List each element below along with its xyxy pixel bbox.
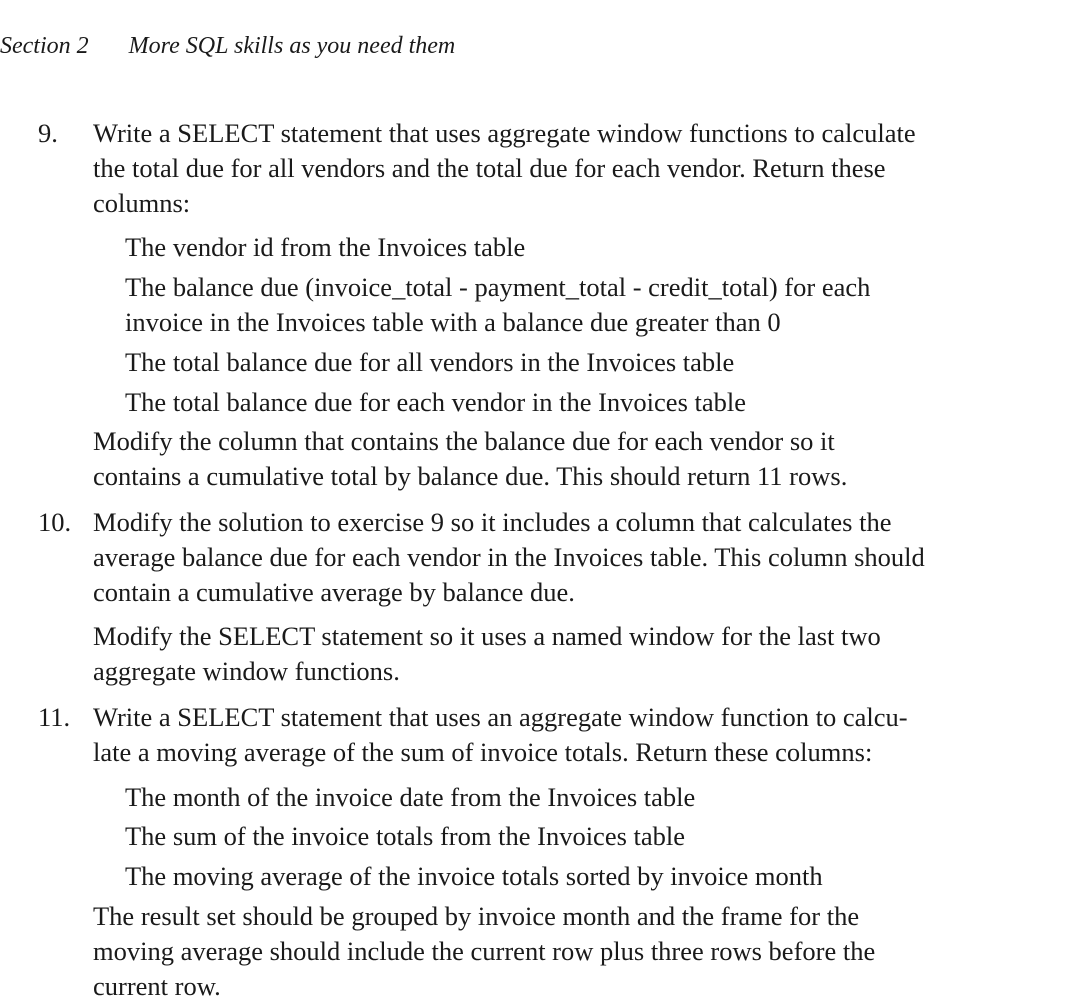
exercise-11-column-3 (125, 859, 823, 894)
chapter-title: More SQL skills as you need them (128, 33, 456, 59)
exercise-9-number: 9. (38, 118, 58, 148)
exercise-9-column-1 (125, 230, 525, 265)
text-line: Modify the solution to exercise 9 so it includes a column that calculates the (93, 507, 892, 537)
exercise-11-intro (93, 700, 908, 770)
running-header (0, 30, 455, 62)
text-line: The vendor id from the Invoices table (125, 232, 526, 262)
text-line: The balance due (invoice_total - payment_total - credit_total) for each (125, 272, 871, 302)
exercise-11-note (93, 899, 875, 1004)
text-line: Modify the column that contains the balance due for each vendor so it (93, 426, 835, 456)
text-line: moving average should include the current row plus three rows before the (93, 936, 876, 966)
text-line: The total balance due for all vendors in the Invoices table (125, 347, 735, 377)
text-line: late a moving average of the sum of invoice totals. Return these columns: (93, 737, 873, 767)
exercise-9-column-3 (125, 345, 734, 380)
text-line: The result set should be grouped by invoice month and the frame for the (93, 901, 860, 931)
text-line: aggregate window functions. (93, 656, 400, 686)
exercise-10-number: 10. (38, 507, 72, 537)
text-line: average balance due for each vendor in the Invoices table. This column should (93, 542, 925, 572)
text-line: contains a cumulative total by balance due. This should return 11 rows. (93, 461, 848, 491)
exercise-9-intro (93, 116, 916, 221)
text-line: The total balance due for each vendor in the Invoices table (125, 387, 747, 417)
exercise-11-number: 11. (38, 702, 71, 732)
text-line: the total due for all vendors and the total due for each vendor. Return these (93, 153, 886, 183)
exercise-10-intro (93, 505, 925, 610)
text-line: The month of the invoice date from the Invoices table (125, 782, 696, 812)
exercise-9-column-2 (125, 270, 870, 340)
exercise-9-note (93, 424, 847, 494)
text-line: The sum of the invoice totals from the Invoices table (125, 821, 686, 851)
exercise-9-column-4 (125, 385, 746, 420)
text-line: Modify the SELECT statement so it uses a named window for the last two (93, 621, 881, 651)
exercise-11-column-2 (125, 819, 685, 854)
section-label: Section 2 (0, 33, 89, 59)
text-line: Write a SELECT statement that uses aggregate window functions to calculate (93, 118, 916, 148)
text-line: columns: (93, 188, 191, 218)
text-line: current row. (93, 971, 221, 1001)
exercise-11-column-1 (125, 780, 695, 815)
text-line: contain a cumulative average by balance due. (93, 577, 575, 607)
text-line: invoice in the Invoices table with a balance due greater than 0 (125, 307, 781, 337)
text-line: Write a SELECT statement that uses an aggregate window function to calcu- (93, 702, 908, 732)
text-line: The moving average of the invoice totals sorted by invoice month (125, 861, 823, 891)
exercise-10-note (93, 619, 881, 689)
